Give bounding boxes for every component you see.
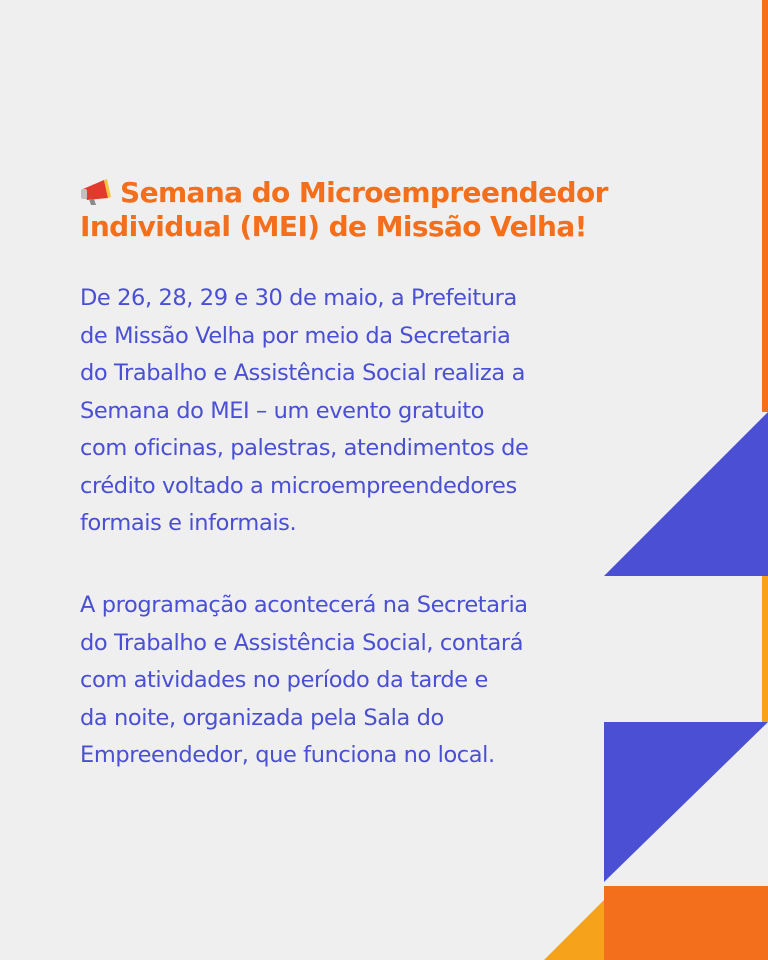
paragraph-line: A programação acontecerá na Secretaria — [80, 592, 528, 618]
orange-edge-strip — [762, 0, 768, 412]
yellow-triangle-bottom — [544, 900, 604, 960]
paragraph-line: do Trabalho e Assistência Social realiza a — [80, 360, 525, 386]
paragraph-line: com oficinas, palestras, atendimentos de — [80, 435, 529, 461]
paragraph-line: Empreendedor, que funciona no local. — [80, 742, 495, 768]
paragraph-line: De 26, 28, 29 e 30 de maio, a Prefeitura — [80, 285, 517, 311]
paragraph-line: formais e informais. — [80, 510, 297, 536]
megaphone-icon — [80, 178, 114, 206]
paragraph-line: do Trabalho e Assistência Social, contará — [80, 629, 524, 656]
headline-text-2: Individual (MEI) de Missão Velha! — [80, 210, 587, 243]
yellow-edge-strip — [762, 576, 768, 722]
paragraph-line: com atividades no período da tarde e — [80, 667, 488, 693]
paragraph-line: de Missão Velha por meio da Secretaria — [80, 322, 511, 349]
paragraph-program — [80, 587, 640, 775]
headline — [80, 176, 640, 244]
paragraph-dates — [80, 280, 640, 543]
headline-text-1: Semana do Microempreendedor — [120, 176, 608, 209]
orange-block-bottom — [604, 886, 768, 960]
headline-line-1 — [80, 176, 640, 210]
paragraph-line: crédito voltado a microempreendedores — [80, 472, 517, 499]
paragraph-line: Semana do MEI – um evento gratuito — [80, 397, 485, 424]
paragraph-line: da noite, organizada pela Sala do — [80, 704, 444, 731]
